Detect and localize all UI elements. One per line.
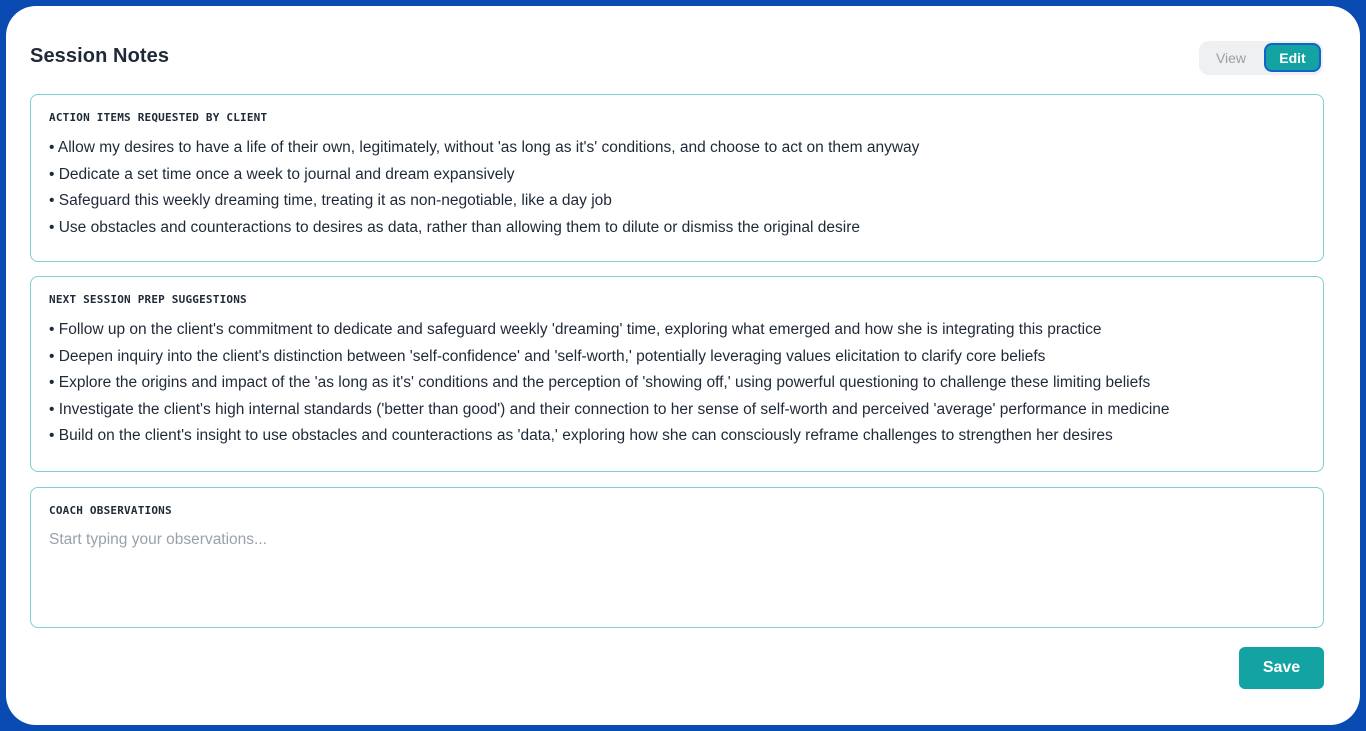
action-items-list [49, 135, 1313, 241]
next-session-prep-card [30, 276, 1324, 472]
list-item: • Dedicate a set time once a week to journal and dream expansively [49, 162, 1313, 189]
next-session-prep-list [49, 317, 1313, 450]
action-items-heading: ACTION ITEMS REQUESTED BY CLIENT [49, 111, 268, 124]
list-item: • Explore the origins and impact of the 'as long as it's' conditions and the perception of 'showing off,' using powerful questioning to challenge these limiting beliefs [49, 370, 1313, 397]
view-mode-button[interactable]: View [1205, 44, 1257, 72]
page-title: Session Notes [30, 45, 170, 67]
list-item: • Safeguard this weekly dreaming time, treating it as non-negotiable, like a day job [49, 188, 1313, 215]
edit-mode-button[interactable]: Edit [1264, 43, 1321, 72]
view-edit-toggle [1199, 41, 1323, 75]
session-notes-panel [6, 6, 1360, 725]
list-item: • Build on the client's insight to use obstacles and counteractions as 'data,' exploring how she can consciously reframe challenges to strengthen her desires [49, 423, 1313, 450]
list-item: • Follow up on the client's commitment to dedicate and safeguard weekly 'dreaming' time, exploring what emerged and how she is integrating this practice [49, 317, 1313, 344]
next-session-prep-heading: NEXT SESSION PREP SUGGESTIONS [49, 293, 247, 306]
list-item: • Deepen inquiry into the client's distinction between 'self-confidence' and 'self-worth,' potentially leveraging values elicitation to clarify core beliefs [49, 344, 1313, 371]
coach-observations-heading: COACH OBSERVATIONS [49, 504, 172, 517]
list-item: • Use obstacles and counteractions to desires as data, rather than allowing them to dilute or dismiss the original desire [49, 215, 1313, 242]
action-items-card [30, 94, 1324, 262]
list-item: • Investigate the client's high internal standards ('better than good') and their connection to her sense of self-worth and perceived 'average' performance in medicine [49, 397, 1313, 424]
save-button[interactable]: Save [1239, 647, 1324, 689]
list-item: • Allow my desires to have a life of their own, legitimately, without 'as long as it's' conditions, and choose to act on them anyway [49, 135, 1313, 162]
coach-observations-card [30, 487, 1324, 628]
coach-observations-input[interactable] [49, 528, 1299, 618]
